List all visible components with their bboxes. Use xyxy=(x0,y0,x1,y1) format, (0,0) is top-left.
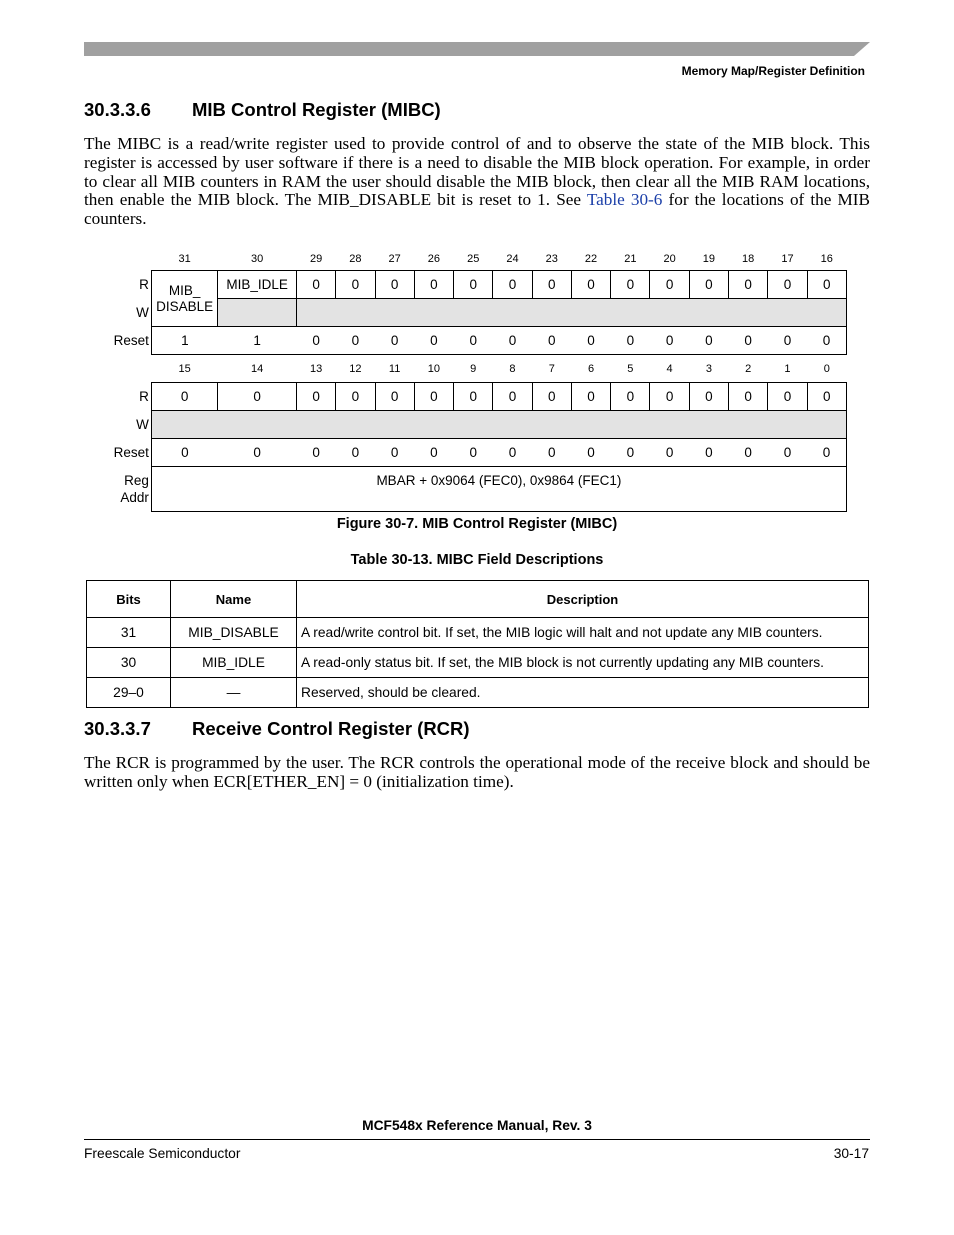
column-header-name: Name xyxy=(171,581,297,618)
bit-value: 0 xyxy=(532,271,571,299)
lower-bit-numbers xyxy=(100,355,847,383)
row-label-reg-addr xyxy=(100,467,151,512)
bit-value: 0 xyxy=(729,383,768,411)
reset-value: 0 xyxy=(296,327,335,355)
reset-value: 0 xyxy=(430,445,438,460)
bit-value: 0 xyxy=(768,271,807,299)
reset-value: 0 xyxy=(548,445,556,460)
lower-read-row xyxy=(100,383,847,411)
paragraph-text: The MIBC is a read/write register used to provide control of and to observe the state of the MIB block. This register is accessed by user software if there is a need to disable the MIB block operation. For example, in order to clear all MIB counters in RAM the user should disable the MIB block, then clear all the MIB RAM locations, then enable the MIB block. The MIB_DISABLE bit is reset to 1. See xyxy=(84,134,870,210)
register-diagram xyxy=(100,248,847,512)
bit-value: 0 xyxy=(611,271,650,299)
field-description-table xyxy=(86,580,869,708)
reset-value: 0 xyxy=(783,445,792,460)
reset-value: 0 xyxy=(650,327,689,355)
bit-number: 31 xyxy=(178,253,191,265)
bit-value: 0 xyxy=(768,383,807,411)
lower-write-reserved xyxy=(151,411,846,439)
table-row xyxy=(87,678,869,708)
bit-number: 26 xyxy=(427,253,441,265)
bit-number: 6 xyxy=(587,362,595,375)
bit-value: 0 xyxy=(650,383,689,411)
reset-value: 0 xyxy=(532,327,571,355)
bit-number: 12 xyxy=(349,362,362,375)
bit-value: 0 xyxy=(296,271,335,299)
bit-number: 24 xyxy=(506,253,519,265)
bit-number: 15 xyxy=(178,362,191,375)
reset-value: 0 xyxy=(768,327,807,355)
reset-value: 0 xyxy=(454,327,493,355)
table-caption: Table 30-13. MIBC Field Descriptions xyxy=(350,552,604,568)
register-address: MBAR + 0x9064 (FEC0), 0x9864 (FEC1) xyxy=(151,467,846,512)
reset-value: 0 xyxy=(807,327,846,355)
reset-value: 0 xyxy=(375,327,414,355)
bit-number: 0 xyxy=(823,362,830,375)
reset-value: 0 xyxy=(729,327,768,355)
reset-value: 0 xyxy=(414,327,453,355)
field-name-part: DISABLE xyxy=(156,298,214,314)
reset-value: 0 xyxy=(312,445,320,460)
reset-value: 0 xyxy=(689,327,728,355)
bit-value: 0 xyxy=(454,383,493,411)
cell-bits: 31 xyxy=(87,618,171,648)
bit-number: 1 xyxy=(784,362,791,375)
figure-caption: Figure 30-7. MIB Control Register (MIBC) xyxy=(336,516,618,532)
bit-number: 10 xyxy=(427,362,441,375)
bit-number: 9 xyxy=(470,362,477,375)
bit-number: 7 xyxy=(548,362,555,375)
bit-value: 0 xyxy=(375,383,414,411)
reset-value: 0 xyxy=(151,439,217,467)
cell-bits: 30 xyxy=(87,648,171,678)
bit-value: 0 xyxy=(493,271,532,299)
reset-value: 0 xyxy=(253,445,261,460)
bit-number: 22 xyxy=(584,253,598,265)
bit-value: 0 xyxy=(807,271,846,299)
rcr-description: The RCR is programmed by the user. The RCR controls the operational mode of the receive block and should be written only when ECR[ETHER_EN] = 0 (initialization time). xyxy=(84,753,870,791)
bit-number: 19 xyxy=(702,253,716,265)
bit-number: 30 xyxy=(251,253,264,265)
bit-value: 0 xyxy=(571,383,610,411)
section-heading-mibc xyxy=(84,99,441,121)
reset-value: 0 xyxy=(665,445,674,460)
field-mib-disable xyxy=(151,271,217,327)
bit-number: 28 xyxy=(349,253,362,265)
bit-number: 23 xyxy=(545,253,558,265)
bit-number: 4 xyxy=(666,362,673,375)
bit-number: 25 xyxy=(467,253,480,265)
bit-number: 21 xyxy=(624,253,637,265)
manual-title: MCF548x Reference Manual, Rev. 3 xyxy=(362,1118,592,1133)
section-title: Receive Control Register (RCR) xyxy=(192,718,470,739)
section-number: 30.3.3.6 xyxy=(84,99,151,120)
row-label-r: R xyxy=(139,277,149,292)
cell-description: A read/write control bit. If set, the MIB logic will halt and not update any MIB counters. xyxy=(297,618,869,648)
table-header-row xyxy=(87,581,869,618)
bit-value: 0 xyxy=(454,271,493,299)
lower-reset-row xyxy=(100,439,847,467)
reset-value: 0 xyxy=(705,445,713,460)
paragraph-text-end: for the locations of the MIB counters. xyxy=(84,190,870,229)
cell-description: A read-only status bit. If set, the MIB block is not currently updating any MIB counters. xyxy=(297,648,869,678)
reset-value: 1 xyxy=(151,327,217,355)
footer-company: Freescale Semiconductor xyxy=(84,1146,241,1161)
reset-value: 0 xyxy=(807,439,846,467)
cell-name: MIB_IDLE xyxy=(171,648,297,678)
bit-number: 14 xyxy=(251,362,264,375)
reset-value: 0 xyxy=(351,445,360,460)
bit-value: 0 xyxy=(336,271,375,299)
bit-number: 27 xyxy=(388,253,401,265)
cell-name: MIB_DISABLE xyxy=(171,618,297,648)
bit-number: 2 xyxy=(745,362,752,375)
reset-value: 0 xyxy=(390,445,399,460)
lower-write-row xyxy=(100,411,847,439)
reset-value: 0 xyxy=(611,327,650,355)
running-header: Memory Map/Register Definition xyxy=(681,64,865,78)
bit-number: 13 xyxy=(309,362,323,375)
row-label-w: W xyxy=(136,417,149,432)
section-number: 30.3.3.7 xyxy=(84,718,151,739)
bit-value: 0 xyxy=(493,383,532,411)
row-label-r: R xyxy=(139,389,149,404)
section-heading-rcr xyxy=(84,718,470,740)
field-mib-idle: MIB_IDLE xyxy=(218,271,297,299)
mibc-description xyxy=(84,135,870,229)
reset-value: 1 xyxy=(218,327,297,355)
bit-value: 0 xyxy=(571,271,610,299)
row-label-reg: Reg xyxy=(124,473,149,488)
bit-value: 0 xyxy=(611,383,650,411)
bit-value: 0 xyxy=(336,383,375,411)
reset-value: 0 xyxy=(744,445,752,460)
bit-value: 0 xyxy=(414,271,453,299)
footer-divider xyxy=(84,1139,870,1140)
bit-number: 18 xyxy=(742,253,755,265)
bit-number: 3 xyxy=(705,362,712,375)
upper-write-reserved xyxy=(296,299,846,327)
upper-bit-numbers xyxy=(100,248,847,271)
reg-addr-row xyxy=(100,467,847,512)
row-label-reset: Reset xyxy=(113,445,149,460)
column-header-bits: Bits xyxy=(87,581,171,618)
row-label-addr: Addr xyxy=(120,490,149,505)
reset-value: 0 xyxy=(587,445,595,460)
table-row xyxy=(87,618,869,648)
table-row xyxy=(87,648,869,678)
mib-idle-write-reserved xyxy=(218,299,297,327)
bit-value: 0 xyxy=(689,383,728,411)
bit-value: 0 xyxy=(218,383,297,411)
reset-value: 0 xyxy=(336,327,375,355)
bit-number: 8 xyxy=(509,362,516,375)
cell-bits: 29–0 xyxy=(87,678,171,708)
bit-number: 16 xyxy=(820,253,833,265)
reset-value: 0 xyxy=(493,327,532,355)
row-label-w: W xyxy=(136,305,149,320)
bit-number: 20 xyxy=(663,253,676,265)
bit-value: 0 xyxy=(296,383,335,411)
column-header-description: Description xyxy=(297,581,869,618)
bit-number: 17 xyxy=(781,253,794,265)
bit-number: 5 xyxy=(627,362,634,375)
bit-number: 11 xyxy=(388,362,401,375)
bit-value: 0 xyxy=(807,383,846,411)
bit-value: 0 xyxy=(414,383,453,411)
reset-value: 0 xyxy=(508,445,517,460)
bit-number: 29 xyxy=(309,253,323,265)
bit-value: 0 xyxy=(532,383,571,411)
reset-value: 0 xyxy=(571,327,610,355)
upper-read-row xyxy=(100,271,847,299)
bit-value: 0 xyxy=(151,383,217,411)
section-title: MIB Control Register (MIBC) xyxy=(192,99,441,120)
reset-value: 0 xyxy=(469,445,477,460)
field-name-part: MIB_ xyxy=(168,282,201,298)
cell-description: Reserved, should be cleared. xyxy=(297,678,869,708)
upper-reset-row xyxy=(100,327,847,355)
bit-value: 0 xyxy=(650,271,689,299)
bit-value: 0 xyxy=(689,271,728,299)
reset-value: 0 xyxy=(626,445,635,460)
row-label-reset: Reset xyxy=(113,333,149,348)
table-30-6-link[interactable]: Table 30-6 xyxy=(586,190,663,210)
bit-value: 0 xyxy=(375,271,414,299)
page-number: 30-17 xyxy=(833,1146,869,1161)
header-bar xyxy=(84,42,870,56)
bit-value: 0 xyxy=(729,271,768,299)
cell-name: — xyxy=(171,678,297,708)
